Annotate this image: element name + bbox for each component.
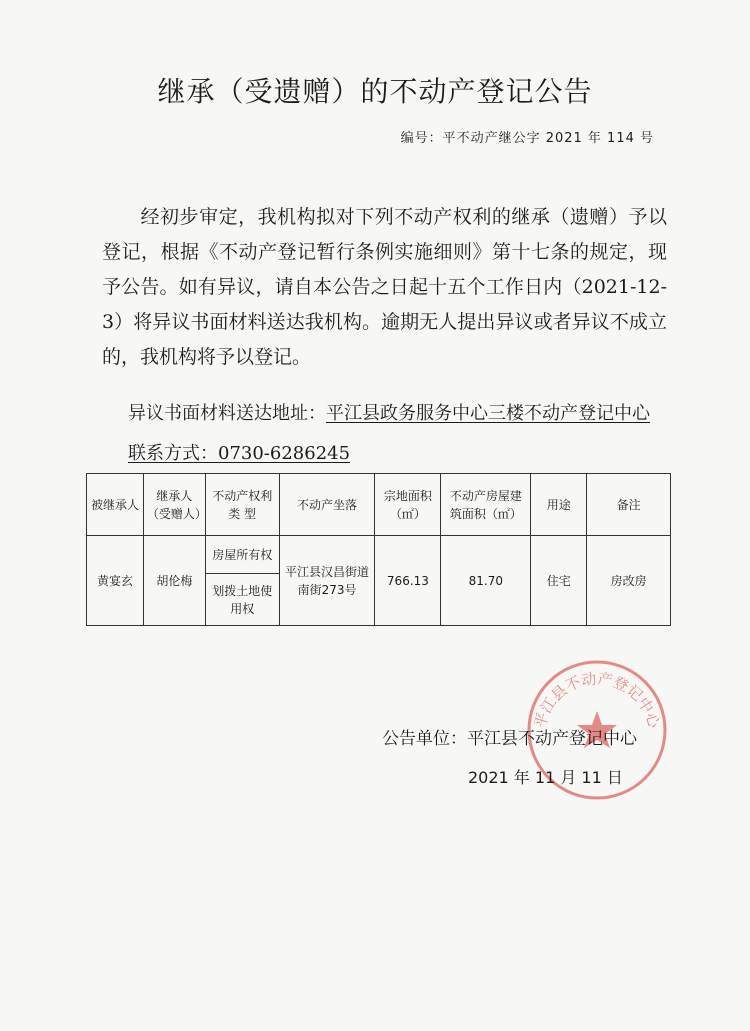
header-location: 不动产坐落 bbox=[279, 474, 375, 536]
body-text: 经初步审定，我机构拟对下列不动产权利的继承（遗赠）予以登记，根据《不动产登记暂行条例实施细则》第十七条的规定，现予公告。如有异议，请自本公告之日起十五个工作日内（2021-12-3）将异议书面材料送达我机构。逾期无人提出异议或者异议不成立的，我机构将予以登记。 bbox=[102, 206, 667, 368]
cell-land-area: 766.13 bbox=[375, 536, 441, 626]
cell-building-area: 81.70 bbox=[441, 536, 531, 626]
header-usage: 用途 bbox=[531, 474, 587, 536]
cell-right-type-2: 划拨土地使用权 bbox=[205, 574, 279, 626]
cell-usage: 住宅 bbox=[531, 536, 587, 626]
table-header-row bbox=[87, 474, 671, 536]
page-title: 继承（受遗赠）的不动产登记公告 bbox=[157, 75, 593, 108]
objection-address bbox=[128, 401, 650, 427]
document-number: 编号：平不动产继公字 2021 年 114 号 bbox=[400, 131, 654, 146]
header-land-area: 宗地面积（㎡） bbox=[375, 474, 441, 536]
header-remarks: 备注 bbox=[587, 474, 671, 536]
cell-right-type-1: 房屋所有权 bbox=[205, 536, 279, 574]
cell-decedent: 黄宴玄 bbox=[87, 536, 144, 626]
table-row bbox=[87, 536, 671, 574]
announcement-body bbox=[102, 200, 667, 375]
seal-text: 平江县不动产登记中心 bbox=[530, 669, 664, 731]
header-decedent: 被继承人 bbox=[87, 474, 144, 536]
contact-info bbox=[128, 441, 350, 467]
announcing-unit: 公告单位：平江县不动产登记中心 bbox=[382, 729, 637, 749]
property-table bbox=[86, 473, 671, 626]
contact-label: 联系方式： bbox=[128, 443, 218, 464]
cell-location: 平江县汉昌街道南街273号 bbox=[279, 536, 375, 626]
header-right-type: 不动产权利类 型 bbox=[205, 474, 279, 536]
header-building-area: 不动产房屋建筑面积（㎡） bbox=[441, 474, 531, 536]
contact-phone: 0730-6286245 bbox=[218, 443, 351, 464]
cell-remarks: 房改房 bbox=[587, 536, 671, 626]
objection-address-label: 异议书面材料送达地址： bbox=[128, 403, 326, 424]
header-heir: 继承人（受赠人） bbox=[143, 474, 205, 536]
announcement-date: 2021 年 11 月 11 日 bbox=[468, 768, 623, 787]
cell-heir: 胡伦梅 bbox=[143, 536, 205, 626]
objection-address-value: 平江县政务服务中心三楼不动产登记中心 bbox=[326, 403, 650, 424]
